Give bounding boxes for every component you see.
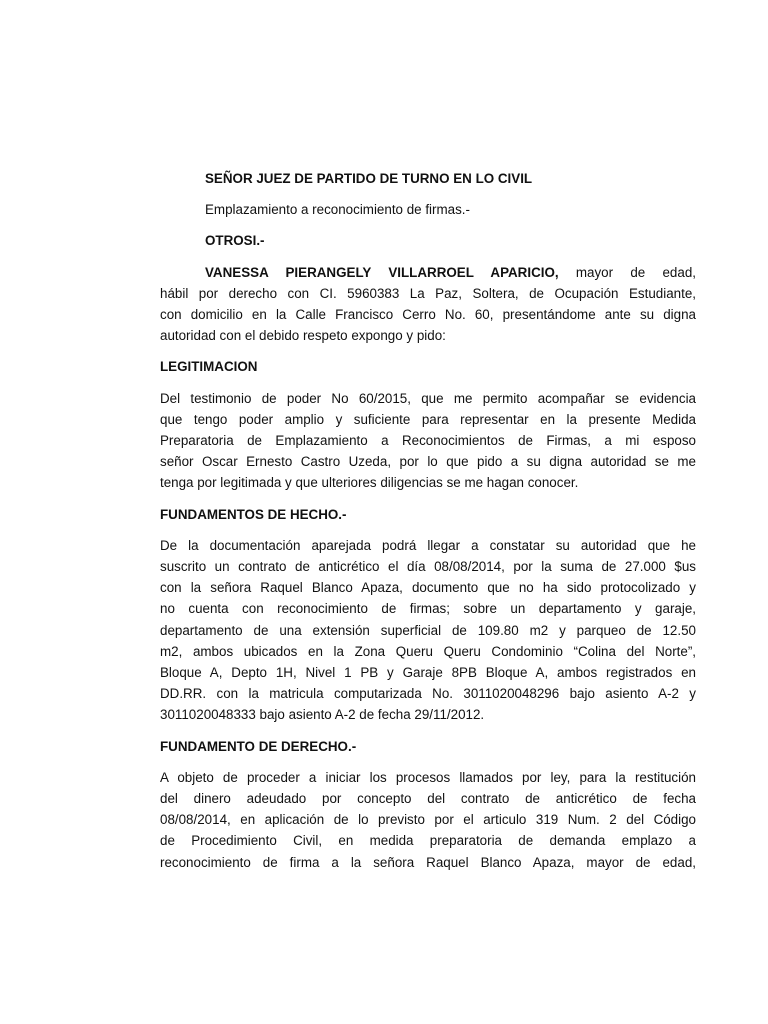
hecho-heading: FUNDAMENTOS DE HECHO.- <box>160 506 347 522</box>
legitimacion-line: Preparatoria de Emplazamiento a Reconocimientos de Firmas, a mi esposo <box>160 433 696 449</box>
hecho-line: Bloque A, Depto 1H, Nivel 1 PB y Garaje 8PB Bloque A, ambos registrados en <box>160 665 696 681</box>
legitimacion-paragraph <box>160 388 696 494</box>
legitimacion-line: que tengo poder amplio y suficiente para representar en la presente Medida <box>160 411 696 427</box>
derecho-line: reconocimiento de firma a la señora Raquel Blanco Apaza, mayor de edad, <box>160 854 696 870</box>
legitimacion-line: tenga por legitimada y que ulteriores diligencias se me hagan conocer. <box>160 475 579 491</box>
intro-paragraph <box>160 262 696 347</box>
intro-line: con domicilio en la Calle Francisco Cerro No. 60, presentándome ante su digna <box>160 307 696 323</box>
hecho-line: m2, ambos ubicados en la Zona Queru Queru Condominio “Colina del Norte”, <box>160 643 696 659</box>
intro-line: autoridad con el debido respeto expongo y pido: <box>160 328 446 344</box>
hecho-paragraph <box>160 535 696 726</box>
derecho-line: de Procedimiento Civil, en medida preparatoria de demanda emplazo a <box>160 833 696 849</box>
otrosi-heading: OTROSI.- <box>205 233 265 249</box>
derecho-line: A objeto de proceder a iniciar los procesos llamados por ley, para la restitución <box>160 769 696 785</box>
hecho-line: 3011020048333 bajo asiento A-2 de fecha 29/11/2012. <box>160 707 485 723</box>
subject-line: Emplazamiento a reconocimiento de firmas.- <box>205 202 470 218</box>
hecho-line: departamento de una extensión superficial de 109.80 m2 y parqueo de 12.50 <box>160 622 696 638</box>
derecho-line: del dinero adeudado por concepto del contrato de anticrético de fecha <box>160 791 696 807</box>
intro-line <box>160 262 696 283</box>
hecho-line: De la documentación aparejada podrá llegar a constatar su autoridad que he <box>160 537 696 553</box>
legitimacion-line: señor Oscar Ernesto Castro Uzeda, por lo que pido a su digna autoridad se me <box>160 454 696 470</box>
hecho-line: DD.RR. con la matricula computarizada No. 3011020048296 bajo asiento A-2 y <box>160 686 696 702</box>
legitimacion-line: Del testimonio de poder No 60/2015, que me permito acompañar se evidencia <box>160 390 696 406</box>
hecho-line: con la señora Raquel Blanco Apaza, documento que no ha sido protocolizado y <box>160 580 696 596</box>
legitimacion-heading: LEGITIMACION <box>160 359 258 375</box>
intro-line: hábil por derecho con CI. 5960383 La Paz, Soltera, de Ocupación Estudiante, <box>160 285 696 301</box>
hecho-line: no cuenta con reconocimiento de firmas; sobre un departamento y garaje, <box>160 601 696 617</box>
derecho-heading: FUNDAMENTO DE DERECHO.- <box>160 738 357 754</box>
petitioner-name: VANESSA PIERANGELY VILLARROEL APARICIO, <box>205 264 559 280</box>
document-body <box>160 168 696 883</box>
intro-line-text: mayor de edad, <box>558 264 696 280</box>
hecho-line: suscrito un contrato de anticrético el día 08/08/2014, por la suma de 27.000 $us <box>160 559 696 575</box>
addressee-heading: SEÑOR JUEZ DE PARTIDO DE TURNO EN LO CIVIL <box>205 171 533 186</box>
derecho-line: 08/08/2014, en aplicación de lo previsto por el articulo 319 Num. 2 del Código <box>160 812 696 828</box>
derecho-paragraph <box>160 767 696 873</box>
